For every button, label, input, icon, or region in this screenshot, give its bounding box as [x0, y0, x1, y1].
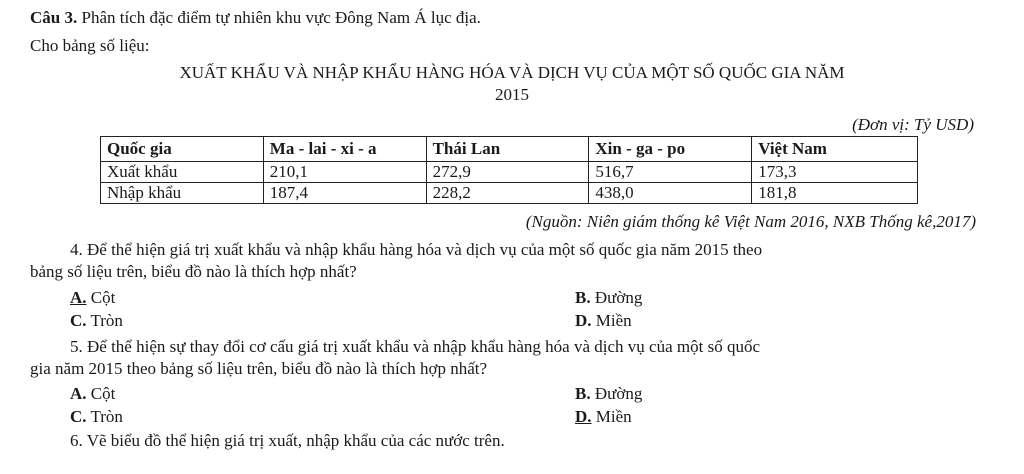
table-cell: 210,1: [263, 162, 426, 183]
question-4-option-c: C. Tròn: [70, 311, 123, 330]
question-5-line-1: 5. Để thể hiện sự thay đổi cơ cấu giá trị xuất khẩu và nhập khẩu hàng hóa và dịch vụ của một số quốc: [70, 337, 760, 356]
question-5-option-c: C. Tròn: [70, 407, 123, 426]
question-4-option-b: B. Đường: [575, 288, 643, 307]
table-title-line-1: XUẤT KHẨU VÀ NHẬP KHẨU HÀNG HÓA VÀ DỊCH VỤ CỦA MỘT SỐ QUỐC GIA NĂM: [179, 63, 845, 82]
header-country: Quốc gia: [101, 137, 264, 162]
row-label-export: Xuất khẩu: [101, 162, 264, 183]
question-3-text: Phân tích đặc điểm tự nhiên khu vực Đông Nam Á lục địa.: [77, 8, 481, 27]
question-5-line-2: gia năm 2015 theo bảng số liệu trên, biểu đồ nào là thích hợp nhất?: [30, 359, 488, 378]
table-row: [101, 183, 918, 204]
question-3-title: [30, 8, 481, 28]
header-thailand: Thái Lan: [426, 137, 589, 162]
table-cell: 173,3: [752, 162, 918, 183]
header-vietnam: Việt Nam: [752, 137, 918, 162]
row-label-import: Nhập khẩu: [101, 183, 264, 204]
table-cell: 228,2: [426, 183, 589, 204]
question-4-option-d: D. Miền: [575, 311, 632, 330]
question-6: 6. Vẽ biểu đồ thể hiện giá trị xuất, nhập khẩu của các nước trên.: [70, 431, 505, 450]
table-cell: 516,7: [589, 162, 752, 183]
table-cell: 272,9: [426, 162, 589, 183]
question-4-line-2: bảng số liệu trên, biểu đồ nào là thích hợp nhất?: [30, 262, 357, 281]
question-5-option-a: A. Cột: [70, 384, 116, 403]
table-cell: 438,0: [589, 183, 752, 204]
question-4-option-a: A. Cột: [70, 288, 116, 307]
question-5-option-b: B. Đường: [575, 384, 643, 403]
table-header-row: [101, 137, 918, 162]
question-4-line-1: 4. Để thể hiện giá trị xuất khẩu và nhập khẩu hàng hóa và dịch vụ của một số quốc gia năm 2015 theo: [70, 240, 763, 259]
source-note: (Nguồn: Niên giám thống kê Việt Nam 2016, NXB Thống kê,2017): [525, 212, 976, 231]
table-row: [101, 162, 918, 183]
question-5-option-d: D. Miền: [575, 407, 632, 426]
header-malaysia: Ma - lai - xi - a: [263, 137, 426, 162]
table-cell: 187,4: [263, 183, 426, 204]
intro-text: Cho bảng số liệu:: [30, 36, 150, 55]
question-3-number: Câu 3.: [30, 8, 78, 27]
table-title: [0, 62, 1024, 106]
header-singapore: Xin - ga - po: [589, 137, 752, 162]
unit-note: (Đơn vị: Tỷ USD): [852, 115, 974, 134]
data-table: [100, 136, 918, 204]
table-cell: 181,8: [752, 183, 918, 204]
table-title-line-2: 2015: [495, 85, 529, 104]
